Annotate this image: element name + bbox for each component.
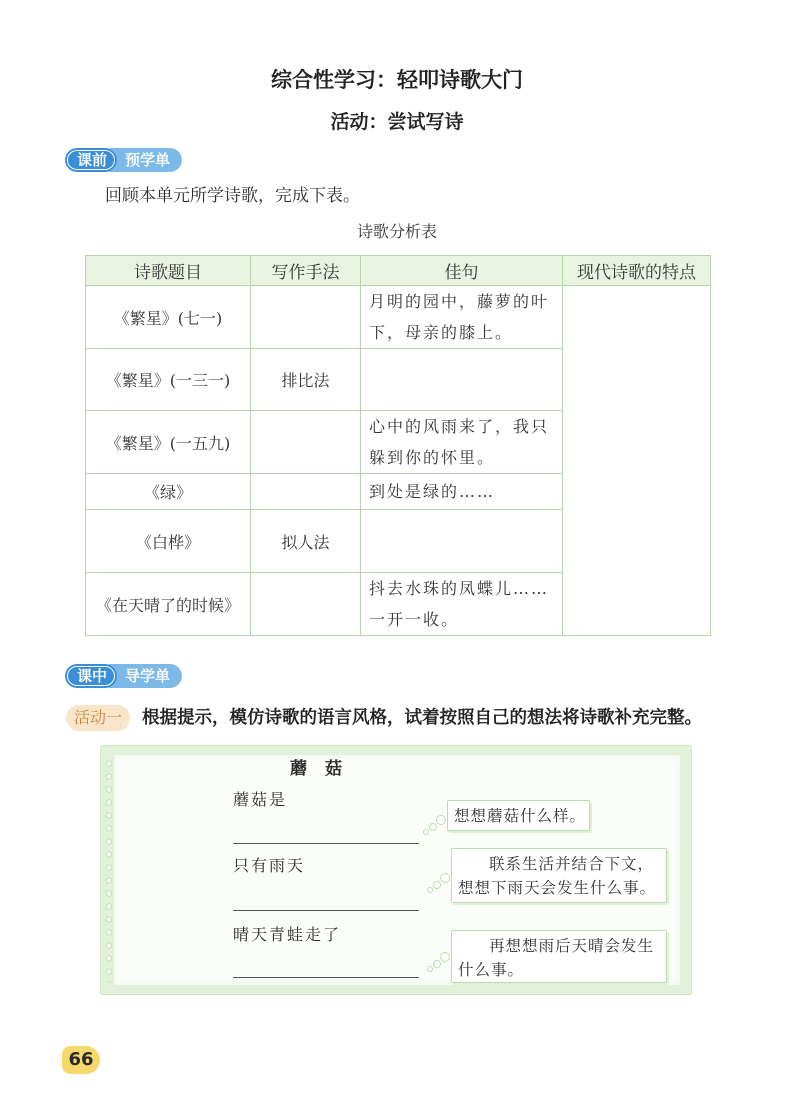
- header-technique: 写作手法: [251, 256, 361, 286]
- poem-analysis-table: [85, 255, 711, 636]
- poem-line-3: 晴天青蛙走了: [233, 925, 342, 944]
- poem-title-cell: 《繁星》(七一): [86, 286, 251, 349]
- poem-title-cell: 《繁星》(一五九): [86, 411, 251, 474]
- poem-title-cell: 《在天晴了的时候》: [86, 573, 251, 636]
- activity-subtitle: 活动：尝试写诗: [330, 111, 464, 133]
- poem-blank-1[interactable]: [233, 843, 419, 844]
- thought-bubble-icon: [423, 829, 429, 835]
- thought-bubble-icon: [427, 966, 433, 972]
- header-quote: 佳句: [361, 256, 563, 286]
- page-number: 66: [62, 1046, 100, 1074]
- quote-line: 下，母亲的膝上。: [369, 323, 514, 342]
- technique-cell[interactable]: [251, 573, 361, 636]
- pre-class-badge-label: 课前: [65, 148, 117, 172]
- hint-text: 联系生活并结合下文，: [489, 855, 655, 873]
- hint-text: 什么事。: [458, 961, 525, 979]
- header-features: 现代诗歌的特点: [563, 256, 711, 286]
- poem-title-cell: 《白桦》: [86, 510, 251, 573]
- poem-blank-3[interactable]: [233, 977, 419, 978]
- pre-class-badge: [65, 148, 182, 172]
- quote-line: 抖去水珠的凤蝶儿……: [369, 579, 550, 598]
- quote-line: 一开一收。: [369, 610, 460, 629]
- technique-cell[interactable]: [251, 411, 361, 474]
- poem-line-2: 只有雨天: [233, 856, 306, 875]
- pre-class-badge-sheet: 预学单: [109, 148, 182, 172]
- thought-bubble-icon: [433, 881, 441, 889]
- in-class-badge: [65, 664, 182, 688]
- notepad-rings: [104, 757, 114, 983]
- quote-cell[interactable]: [361, 349, 563, 411]
- poem-title: 蘑菇: [290, 759, 360, 779]
- thought-bubble-icon: [427, 887, 433, 893]
- table-caption: 诗歌分析表: [356, 222, 437, 241]
- thought-bubble-icon: [433, 960, 441, 968]
- thought-bubble-icon: [429, 823, 437, 831]
- quote-line: 月明的园中，藤萝的叶: [369, 292, 550, 311]
- table-row: [86, 286, 711, 349]
- quote-cell: [361, 474, 563, 510]
- page-title: 综合性学习：轻叩诗歌大门: [271, 68, 523, 92]
- quote-cell[interactable]: [361, 510, 563, 573]
- thought-bubble-icon: [436, 815, 446, 825]
- technique-cell[interactable]: [251, 286, 361, 349]
- features-cell[interactable]: [563, 286, 711, 636]
- activity-one-label: 活动一: [66, 705, 130, 731]
- thought-bubble-icon: [440, 952, 450, 962]
- quote-cell: [361, 286, 563, 349]
- table-header-row: [86, 256, 711, 286]
- poem-line-1: 蘑菇是: [233, 790, 288, 809]
- technique-cell[interactable]: [251, 474, 361, 510]
- poem-blank-2[interactable]: [233, 910, 419, 911]
- hint-box-3: [451, 930, 667, 983]
- quote-cell: [361, 573, 563, 636]
- quote-line: 心中的风雨来了，我只: [369, 417, 550, 436]
- hint-box-2: [451, 848, 667, 903]
- poem-title-cell: 《绿》: [86, 474, 251, 510]
- pre-class-instruction: 回顾本单元所学诗歌，完成下表。: [105, 186, 360, 206]
- technique-cell: 拟人法: [251, 510, 361, 573]
- quote-cell: [361, 411, 563, 474]
- hint-text: 再想想雨后天晴会发生: [489, 937, 655, 955]
- quote-line: 躲到你的怀里。: [369, 448, 496, 467]
- in-class-badge-sheet: 导学单: [109, 664, 182, 688]
- hint-box-1: [447, 800, 590, 831]
- activity-one-instruction: 根据提示，模仿诗歌的语言风格，试着按照自己的想法将诗歌补充完整。: [142, 708, 702, 728]
- header-poem-title: 诗歌题目: [86, 256, 251, 286]
- hint-text: 想想下雨天会发生什么事。: [458, 879, 657, 897]
- in-class-badge-label: 课中: [65, 664, 117, 688]
- poem-title-cell: 《繁星》(一三一): [86, 349, 251, 411]
- quote-line: 到处是绿的……: [369, 482, 496, 501]
- technique-cell: 排比法: [251, 349, 361, 411]
- hint-text: 想想蘑菇什么样。: [454, 807, 587, 825]
- thought-bubble-icon: [440, 873, 450, 883]
